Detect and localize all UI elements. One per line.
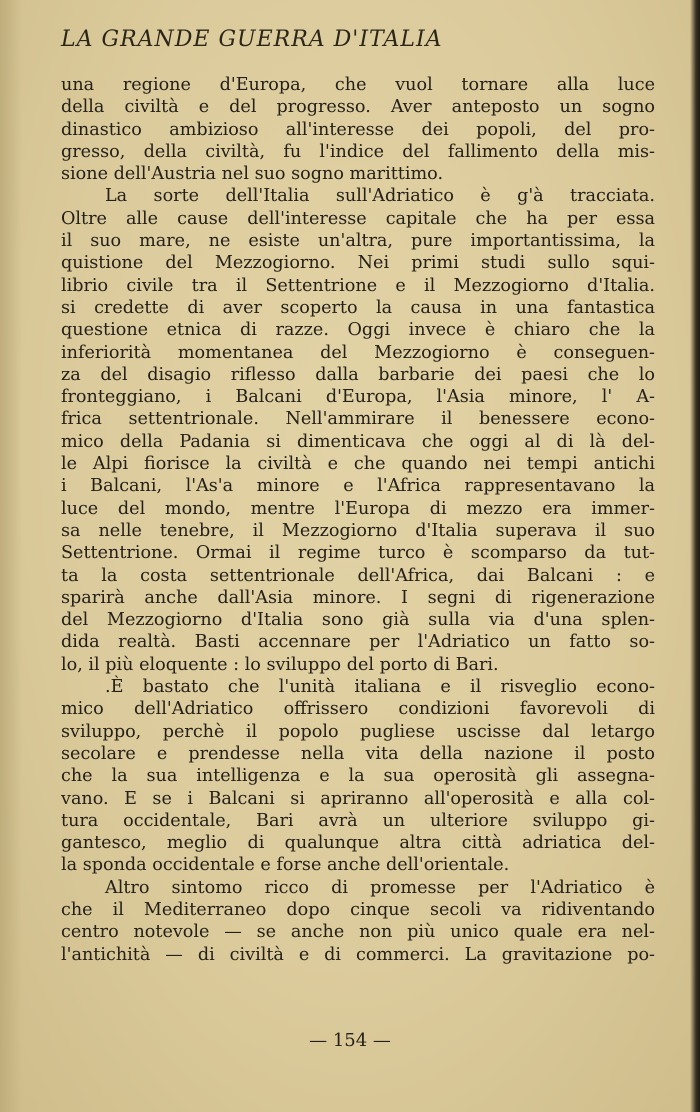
text-line: tura occidentale, Bari avrà un ulteriore sviluppo gi-	[61, 810, 655, 831]
running-title: LA GRANDE GUERRA D'ITALIA	[61, 27, 443, 52]
page-body	[61, 74, 655, 966]
text-line: librio civile tra il Settentrione e il Mezzogiorno d'Italia.	[61, 275, 655, 296]
text-line: za del disagio riflesso dalla barbarie dei paesi che lo	[61, 364, 655, 385]
text-line: si credette di aver scoperto la causa in una fantastica	[61, 297, 655, 318]
text-line: sparirà anche dall'Asia minore. I segni di rigenerazione	[61, 587, 655, 608]
text-line: le Alpi fiorisce la civiltà e che quando nei tempi antichi	[61, 454, 655, 475]
text-line: sione dell'Austria nel suo sogno marittimo.	[61, 164, 444, 185]
text-line: secolare e prendesse nella vita della nazione il posto	[61, 743, 655, 764]
text-line: ta la costa settentrionale dell'Africa, dai Balcani : e	[61, 565, 655, 586]
text-line: luce del mondo, mentre l'Europa di mezzo era immer-	[61, 498, 655, 519]
page-number: — 154 —	[309, 1030, 391, 1051]
text-line: centro notevole — se anche non più unico quale era nel-	[61, 922, 655, 943]
page-shadow-left	[0, 0, 22, 1112]
text-line: frica settentrionale. Nell'ammirare il benessere econo-	[61, 409, 655, 430]
text-line: dida realtà. Basti accennare per l'Adriatico un fatto so-	[61, 632, 655, 653]
text-line: mico dell'Adriatico offrissero condizioni favorevoli di	[61, 699, 655, 720]
text-line: l'antichità — di civiltà e di commerci. La gravitazione po-	[61, 944, 655, 965]
text-line: dinastico ambizioso all'interesse dei popoli, del pro-	[61, 119, 655, 140]
text-line: che la sua intelligenza e la sua operosità gli assegna-	[61, 766, 655, 787]
text-line: della civiltà e del progresso. Aver anteposto un sogno	[61, 97, 655, 118]
text-line: gantesco, meglio di qualunque altra città adriatica del-	[61, 833, 655, 854]
text-line: i Balcani, l'As'a minore e l'Africa rappresentavano la	[61, 476, 655, 497]
text-line: la sponda occidentale e forse anche dell'orientale.	[61, 855, 510, 876]
text-line: che il Mediterraneo dopo cinque secoli va ridiventando	[61, 899, 655, 920]
text-line: inferiorità momentanea del Mezzogiorno è conseguen-	[61, 342, 655, 363]
text-line: .È bastato che l'unità italiana e il risveglio econo-	[105, 677, 655, 698]
text-line: Oltre alle cause dell'interesse capitale che ha per essa	[61, 208, 655, 229]
text-line: vano. E se i Balcani si apriranno all'operosità e alla col-	[61, 788, 655, 809]
text-line: Settentrione. Ormai il regime turco è scomparso da tut-	[61, 543, 655, 564]
text-line: La sorte dell'Italia sull'Adriatico è g'à tracciata.	[105, 186, 655, 207]
text-line: una regione d'Europa, che vuol tornare alla luce	[61, 75, 655, 95]
text-line: questione etnica di razze. Oggi invece è chiaro che la	[61, 320, 655, 341]
text-line: il suo mare, ne esiste un'altra, pure importantissima, la	[61, 231, 655, 252]
text-line: mico della Padania si dimenticava che oggi al di là del-	[61, 431, 655, 452]
text-line: Altro sintomo ricco di promesse per l'Adriatico è	[105, 877, 655, 898]
text-line: fronteggiano, i Balcani d'Europa, l'Asia minore, l' A-	[61, 387, 655, 408]
text-line: sa nelle tenebre, il Mezzogiorno d'Italia superava il suo	[61, 520, 655, 541]
text-line: lo, il più eloquente : lo sviluppo del porto di Bari.	[61, 654, 499, 675]
page-edge-right	[690, 0, 700, 1112]
text-line: del Mezzogiorno d'Italia sono già sulla via d'una splen-	[61, 610, 655, 631]
text-line: quistione del Mezzogiorno. Nei primi studi sullo squi-	[61, 253, 655, 274]
text-line: gresso, della civiltà, fu l'indice del fallimento della mis-	[61, 141, 655, 162]
text-line: sviluppo, perchè il popolo pugliese uscisse dal letargo	[61, 721, 655, 742]
